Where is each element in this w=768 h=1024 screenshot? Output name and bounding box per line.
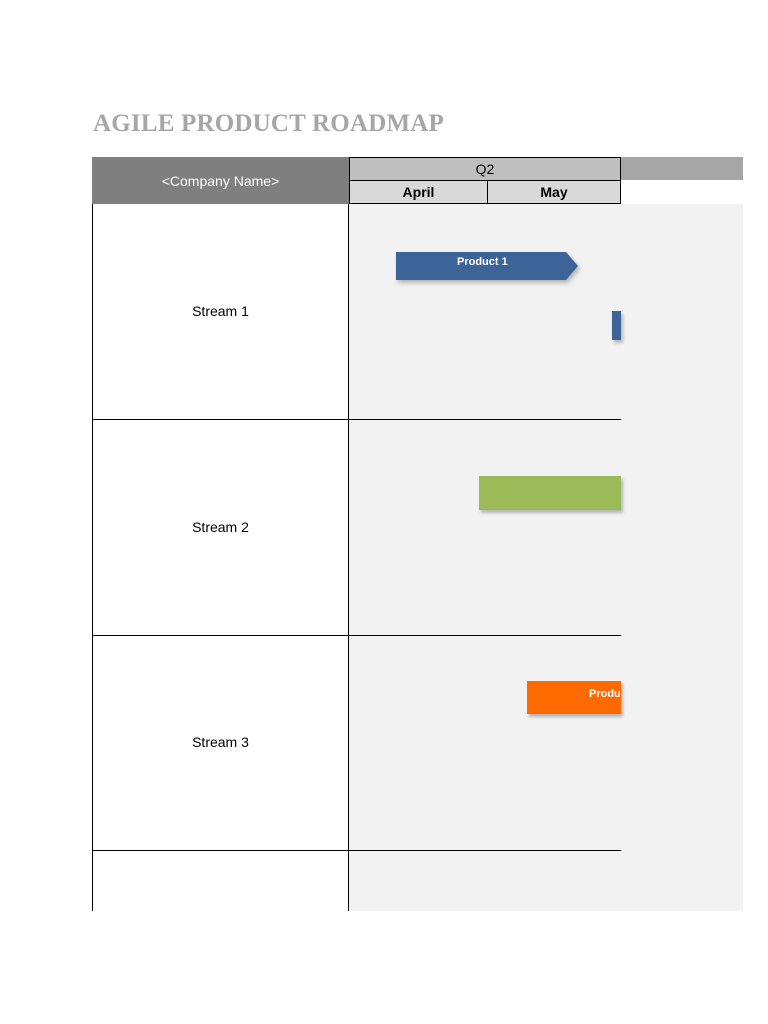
month-header-april: [349, 180, 488, 204]
company-name-header: [92, 157, 349, 204]
company-name-label: <Company Name>: [161, 172, 280, 189]
row-divider: [92, 850, 621, 851]
row-divider: [92, 419, 621, 420]
timeline-area: [349, 204, 743, 911]
stream-1-label: Stream 1: [192, 303, 249, 319]
month-label: May: [540, 184, 568, 200]
stream-1-second-bar[interactable]: [612, 311, 621, 340]
month-header-may: [487, 180, 621, 204]
stream-3-label: Stream 3: [192, 734, 249, 750]
stream-2-label: Stream 2: [192, 519, 249, 535]
bar-label: Produ: [589, 688, 621, 700]
stream-2-bar[interactable]: [479, 476, 621, 510]
quarter-header: [349, 157, 621, 180]
quarter-label: Q2: [475, 161, 495, 177]
stream-3-bar[interactable]: [527, 681, 621, 714]
page-title: AGILE PRODUCT ROADMAP: [93, 110, 444, 137]
header-extension: [621, 157, 743, 180]
row-divider: [92, 635, 621, 636]
bar-label: Product 1: [457, 256, 508, 268]
month-label: April: [402, 184, 435, 200]
